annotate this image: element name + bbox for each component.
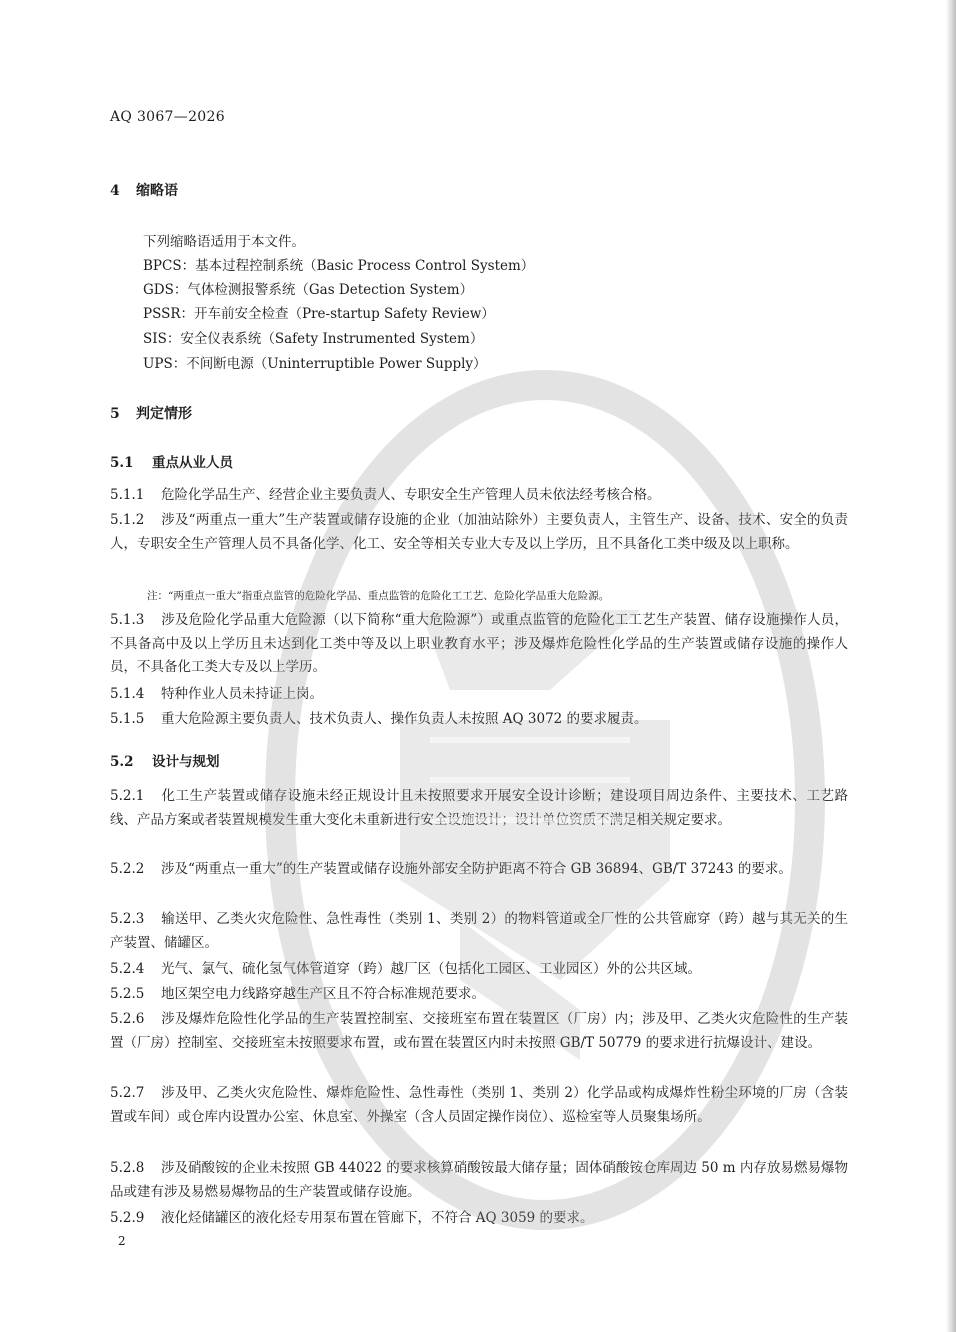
clause-text: 涉及爆炸危险性化学品的生产装置控制室、交接班室布置在装置区（厂房）内；涉及甲、乙类火灾危险性的生产装置（厂房）控制室、交接班室未按照要求布置，或布置在装置区内时未按照 GB/T 50779 的要求进行抗爆设计、建设。 — [110, 1011, 848, 1051]
clause-text: 光气、氯气、硫化氢气体管道穿（跨）越厂区（包括化工园区、工业园区）外的公共区域。 — [161, 961, 701, 977]
section-number: 5 — [110, 406, 120, 422]
clause-5-1-1 — [110, 484, 848, 508]
clause-text: 化工生产装置或储存设施未经正规设计且未按照要求开展安全设计诊断；建设项目周边条件、主要技术、工艺路线、产品方案或者装置规模发生重大变化未重新进行安全设施设计；设计单位资质不满足相关规定要求。 — [110, 788, 848, 828]
clause-number: 5.2.2 — [110, 861, 145, 877]
clause-text: 涉及硝酸铵的企业未按照 GB 44022 的要求核算硝酸铵最大储存量；固体硝酸铵仓库周边 50 m 内存放易燃易爆物品或建有涉及易燃易爆物品的生产装置或储存设施。 — [110, 1160, 848, 1200]
clause-number: 5.2.9 — [110, 1210, 145, 1226]
clause-5-2-1 — [110, 785, 848, 832]
abbr-intro: 下列缩略语适用于本文件。 — [143, 234, 305, 250]
clause-5-1-5 — [110, 708, 848, 732]
clause-number: 5.2.5 — [110, 986, 145, 1002]
subsection-number: 5.2 — [110, 754, 134, 770]
subsection-5-2-heading — [110, 750, 220, 770]
clause-text: 地区架空电力线路穿越生产区且不符合标准规范要求。 — [161, 986, 485, 1002]
abbr-item: PSSR：开车前安全检查（Pre-startup Safety Review） — [143, 306, 495, 322]
clause-number: 5.2.8 — [110, 1160, 145, 1176]
clause-number: 5.2.4 — [110, 961, 145, 977]
clause-text: 涉及“两重点一重大”生产装置或储存设施的企业（加油站除外）主要负责人，主管生产、设备、技术、安全的负责人，专职安全生产管理人员不具备化学、化工、安全等相关专业大专及以上学历，且不具备化工类中级及以上职称。 — [110, 512, 848, 552]
clause-text: 危险化学品生产、经营企业主要负责人、专职安全生产管理人员未依法经考核合格。 — [161, 487, 661, 503]
clause-5-1-3 — [110, 609, 848, 680]
clause-text: 涉及甲、乙类火灾危险性、爆炸危险性、急性毒性（类别 1、类别 2）化学品或构成爆炸性粉尘环境的厂房（含装置或车间）或仓库内设置办公室、休息室、外操室（含人员固定操作岗位）、巡检室等人员聚集场所。 — [110, 1085, 848, 1125]
abbr-item: UPS：不间断电源（Uninterruptible Power Supply） — [143, 356, 487, 372]
page-number: 2 — [118, 1234, 126, 1248]
abbr-item: BPCS：基本过程控制系统（Basic Process Control System） — [143, 258, 535, 274]
clause-5-1-4 — [110, 683, 848, 707]
section-number: 4 — [110, 183, 120, 199]
clause-5-2-6 — [110, 1008, 848, 1055]
section-title: 缩略语 — [136, 183, 178, 199]
clause-5-2-5 — [110, 983, 848, 1007]
clause-number: 5.2.3 — [110, 911, 145, 927]
clause-number: 5.2.6 — [110, 1011, 145, 1027]
clause-number: 5.1.1 — [110, 487, 145, 503]
clause-text: 输送甲、乙类火灾危险性、急性毒性（类别 1、类别 2）的物料管道或全厂性的公共管廊穿（跨）越与其无关的生产装置、储罐区。 — [110, 911, 848, 951]
clause-number: 5.1.2 — [110, 512, 145, 528]
clause-number: 5.2.1 — [110, 788, 145, 804]
clause-5-2-8 — [110, 1157, 848, 1204]
clause-5-1-2 — [110, 509, 848, 556]
page-edge-shadow — [946, 0, 956, 1332]
clause-5-2-2 — [110, 858, 848, 882]
subsection-title: 重点从业人员 — [152, 455, 233, 471]
clause-number: 5.1.5 — [110, 711, 145, 727]
subsection-number: 5.1 — [110, 455, 134, 471]
clause-5-2-7 — [110, 1082, 848, 1129]
abbr-item: SIS：安全仪表系统（Safety Instrumented System） — [143, 331, 484, 347]
clause-number: 5.1.3 — [110, 612, 145, 628]
note-text: 注：“两重点一重大”指重点监管的危险化学品、重点监管的危险化工工艺、危险化学品重大危险源。 — [147, 590, 610, 602]
clause-number: 5.1.4 — [110, 686, 145, 702]
clause-5-2-3 — [110, 908, 848, 955]
clause-text: 液化烃储罐区的液化烃专用泵布置在管廊下，不符合 AQ 3059 的要求。 — [161, 1210, 594, 1226]
clause-text: 涉及“两重点一重大”的生产装置或储存设施外部安全防护距离不符合 GB 36894、GB/T 37243 的要求。 — [161, 861, 792, 877]
clause-text: 特种作业人员未持证上岗。 — [161, 686, 323, 702]
section-4-heading — [110, 180, 178, 200]
abbr-item: GDS：气体检测报警系统（Gas Detection System） — [143, 282, 474, 298]
subsection-5-1-heading — [110, 451, 233, 471]
clause-5-2-9 — [110, 1207, 848, 1231]
clause-number: 5.2.7 — [110, 1085, 145, 1101]
clause-5-2-4 — [110, 958, 848, 982]
section-5-heading — [110, 403, 192, 423]
clause-text: 重大危险源主要负责人、技术负责人、操作负责人未按照 AQ 3072 的要求履责。 — [161, 711, 648, 727]
clause-text: 涉及危险化学品重大危险源（以下简称“重大危险源”）或重点监管的危险化工工艺生产装置、储存设施操作人员，不具备高中及以上学历且未达到化工类中等及以上职业教育水平；涉及爆炸危险性化学品的生产装置或储存设施的操作人员，不具备化工类大专及以上学历。 — [110, 612, 848, 676]
standard-code-header: AQ 3067—2026 — [110, 109, 225, 125]
section-title: 判定情形 — [136, 406, 192, 422]
subsection-title: 设计与规划 — [152, 754, 220, 770]
